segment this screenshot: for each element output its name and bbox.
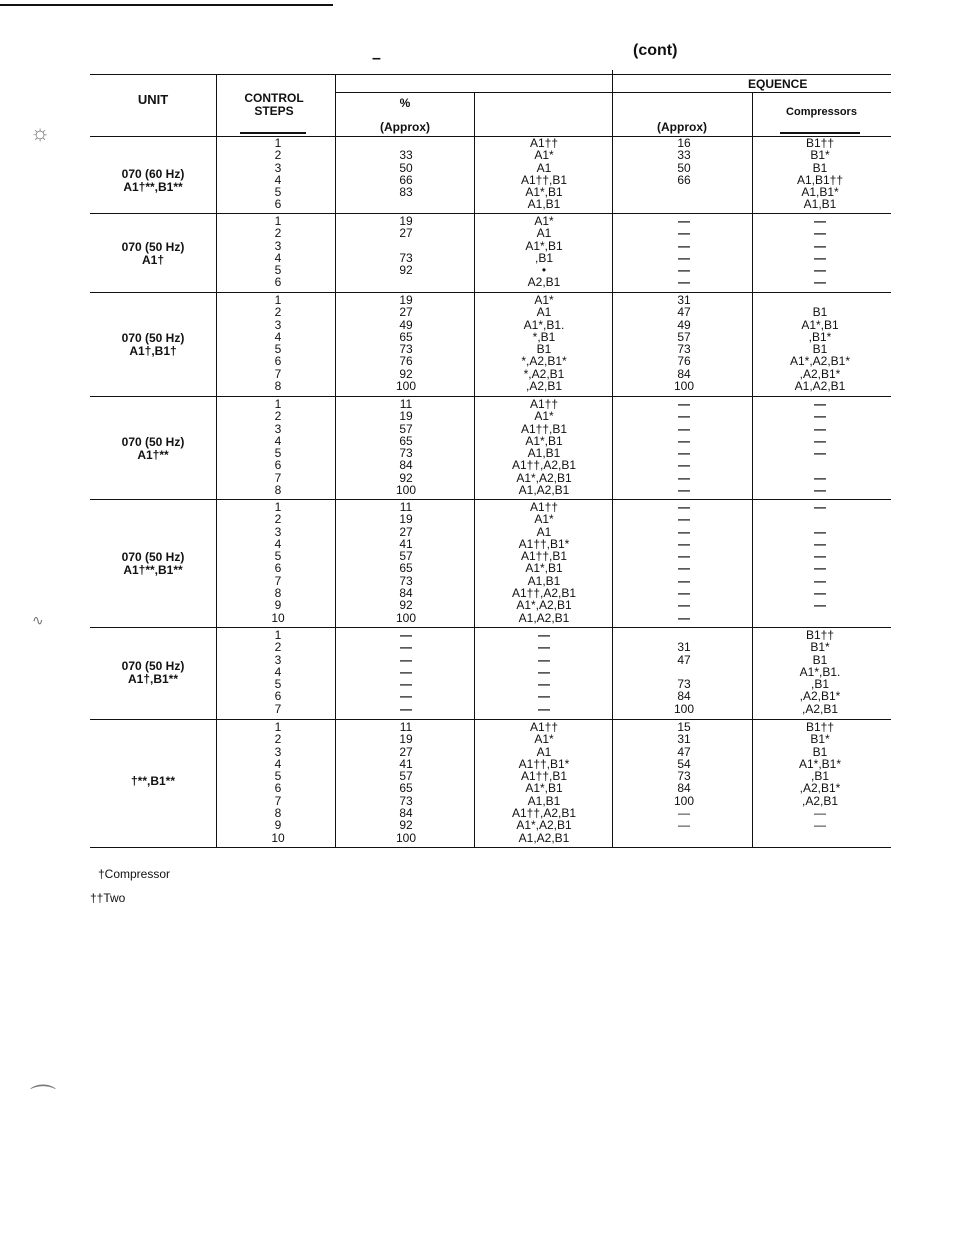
comp-col-2: — — — — — — bbox=[814, 214, 826, 290]
table-block-5 bbox=[90, 501, 891, 627]
pct-col-1: 11 19 27 41 57 65 73 84 92 100 bbox=[395, 500, 417, 625]
comp-col-2: B1†† B1* B1 A1,B1†† A1,B1* A1,B1 bbox=[796, 136, 844, 212]
unit-label: 070 (50 Hz) A1†,B1† bbox=[121, 331, 185, 358]
pct-col-2: — — — — — — — — bbox=[678, 397, 690, 498]
footnote-compressor: †Compressor bbox=[98, 867, 171, 881]
unit-label: 070 (50 Hz) A1†**,B1** bbox=[121, 550, 185, 577]
comp-col-1: A1†† A1* A1 A1††,B1* A1††,B1 A1*,B1 A1,B1 A1††,A2,B1 A1*,A2,B1 A1,A2,B1 bbox=[511, 720, 577, 845]
pct-col-1: — — — — — — — bbox=[400, 628, 412, 716]
header-sequence: EQUENCE bbox=[748, 77, 808, 91]
comp-col-2: B1†† B1* B1 A1*,B1. ,B1 ,A2,B1* ,A2,B1 bbox=[799, 628, 841, 716]
table-block-2 bbox=[90, 215, 891, 292]
steps-col: 1 2 3 4 5 6 bbox=[274, 136, 282, 212]
pct-col-2: — — — — — — — — — — bbox=[678, 500, 690, 625]
scan-smudge-icon: ☼ bbox=[30, 120, 51, 145]
steps-col: 1 2 3 4 5 6 7 8 9 10 bbox=[271, 500, 285, 625]
unit-label: †**,B1** bbox=[130, 774, 176, 788]
steps-col: 1 2 3 4 5 6 7 8 bbox=[274, 397, 282, 498]
steps-col: 1 2 3 4 5 6 7 8 bbox=[274, 293, 282, 394]
unit-label: 070 (50 Hz) A1†,B1** bbox=[121, 659, 185, 686]
table-block-1 bbox=[90, 137, 891, 213]
pct-col-2: 31 47 49 57 73 76 84 100 bbox=[673, 293, 695, 394]
header-percent: % bbox=[399, 96, 411, 110]
comp-col-1: A1* A1 A1*,B1. *,B1 B1 *,A2,B1* *,A2,B1 ,A2,B1 bbox=[521, 293, 567, 394]
pct-col-2: 31 47 73 84 100 bbox=[673, 640, 695, 716]
header-control-steps: CONTROL STEPS bbox=[244, 91, 304, 118]
pct-col-1: 11 19 57 65 73 84 92 100 bbox=[395, 397, 417, 498]
scan-smudge-icon: ∿ bbox=[32, 612, 44, 628]
comp-col-2: — — — — — — — — bbox=[814, 500, 826, 613]
header-unit: UNIT bbox=[137, 92, 169, 107]
comp-col-2: — — — — — — — bbox=[814, 397, 826, 498]
steps-col: 1 2 3 4 5 6 7 8 9 10 bbox=[271, 720, 285, 845]
pct-col-2: 15 31 47 54 73 84 100 — — bbox=[673, 720, 695, 833]
comp-col-2: B1†† B1* B1 A1*,B1* ,B1 ,A2,B1* ,A2,B1 — — bbox=[798, 720, 842, 833]
table-block-6 bbox=[90, 629, 891, 719]
table-block-3 bbox=[90, 294, 891, 396]
pct-col-1: 19 27 49 65 73 76 92 100 bbox=[395, 293, 417, 394]
pct-col-2: — — — — — — bbox=[678, 214, 690, 290]
comp-col-2: B1 A1*,B1 ,B1* B1 A1*,A2,B1* ,A2,B1* A1,A2,B1 bbox=[789, 305, 851, 394]
comp-col-1: A1* A1 A1*,B1 ,B1 • A2,B1 bbox=[525, 214, 563, 290]
pct-col-1: 19 27 73 92 bbox=[399, 214, 413, 278]
table-block-7 bbox=[90, 721, 891, 847]
comp-col-1: A1†† A1* A1 A1††,B1* A1††,B1 A1*,B1 A1,B1 A1††,A2,B1 A1*,A2,B1 A1,A2,B1 bbox=[511, 500, 577, 625]
unit-label: 070 (50 Hz) A1† bbox=[121, 240, 185, 267]
steps-col: 1 2 3 4 5 6 bbox=[274, 214, 282, 290]
header-approx-left: (Approx) bbox=[380, 120, 430, 134]
footnote-two: ††Two bbox=[90, 891, 126, 905]
unit-label: 070 (60 Hz) A1†**,B1** bbox=[121, 167, 185, 194]
pct-col-2: 16 33 50 66 bbox=[677, 136, 691, 187]
pct-col-1: 11 19 27 41 57 65 73 84 92 100 bbox=[395, 720, 417, 845]
title-cont: (cont) bbox=[633, 42, 678, 59]
unit-label: 070 (50 Hz) A1†** bbox=[121, 435, 185, 462]
table-block-4 bbox=[90, 398, 891, 499]
header-compressors: Compressors bbox=[786, 106, 857, 118]
pct-col-1: 33 50 66 83 bbox=[399, 148, 413, 200]
steps-col: 1 2 3 4 5 6 7 bbox=[274, 628, 282, 716]
comp-col-1: — — — — — — — bbox=[538, 628, 550, 716]
comp-col-1: A1†† A1* A1 A1††,B1 A1*,B1 A1,B1 bbox=[520, 136, 568, 212]
title-dash: – bbox=[372, 50, 381, 67]
comp-col-1: A1†† A1* A1††,B1 A1*,B1 A1,B1 A1††,A2,B1 A1*,A2,B1 A1,A2,B1 bbox=[511, 397, 577, 498]
scan-smudge-icon: ⌒ bbox=[30, 1083, 57, 1113]
header-approx-right: (Approx) bbox=[657, 120, 707, 134]
